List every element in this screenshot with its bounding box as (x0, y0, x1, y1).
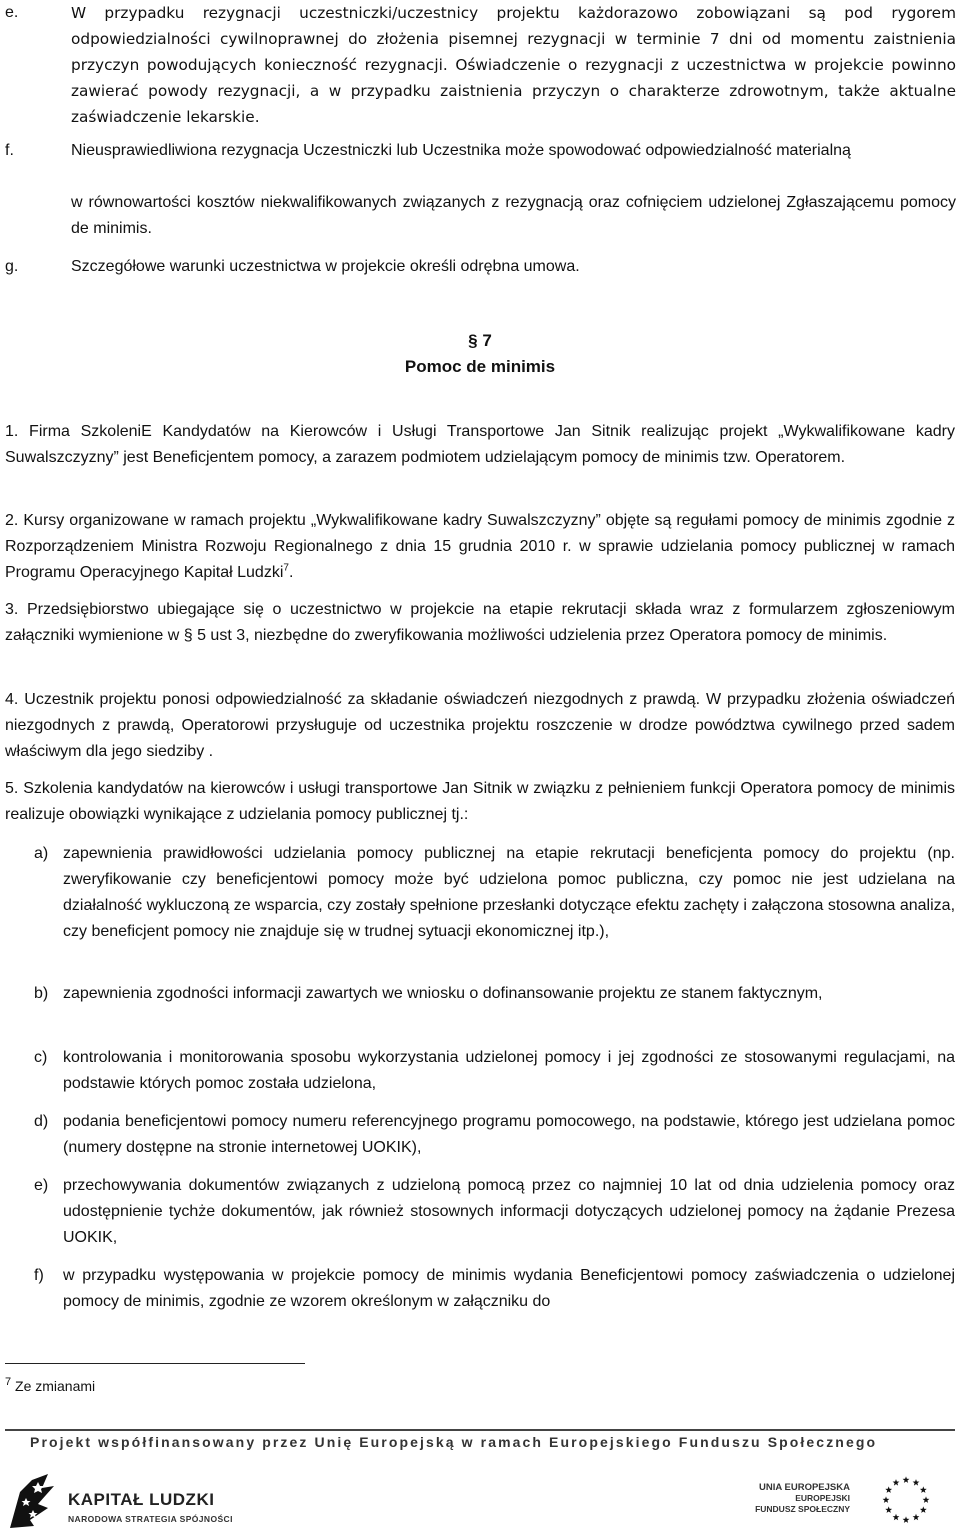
footnote-text: Ze zmianami (15, 1378, 96, 1394)
subitem-a (5, 841, 955, 945)
subitem-d (5, 1109, 955, 1161)
subitem-text: w przypadku występowania w projekcie pomocy de minimis wydania Beneficjentowi pomocy zaświadczenia o udzielonej pomocy de minimis, zgodnie ze wzorem określonym w załączniku do (63, 1267, 955, 1310)
eu-logo-line3: FUNDUSZ SPOŁECZNY (755, 1504, 850, 1514)
subitem-label: c) (34, 1049, 48, 1066)
subitem-text: zapewnienia zgodności informacji zawartych we wniosku o dofinansowanie projektu ze stanem faktycznym, (63, 985, 823, 1002)
list-item-g (0, 254, 956, 280)
footnote (5, 1378, 95, 1394)
footnote-number: 7 (5, 1376, 12, 1388)
paragraph-1: 1. Firma SzkoleniE Kandydatów na Kierowców i Usługi Transportowe Jan Sitnik realizując projekt „Wykwalifikowane kadry Suwalszczyzny” jest Beneficjentem pomocy, a zarazem podmiotem udzielającym pomocy de minimis tzw. Operatorem. (5, 423, 955, 466)
subitem-text: podania beneficjentowi pomocy numeru referencyjnego programu pomocowego, na podstawie, którego jest udzielana pomoc (numery dostępne na stronie internetowej UOKIK), (63, 1113, 955, 1156)
list-label: f. (5, 142, 14, 159)
footer-divider (5, 1429, 955, 1431)
subitem-label: f) (34, 1267, 44, 1284)
subitem-c (5, 1045, 955, 1097)
kapital-ludzki-title: KAPITAŁ LUDZKI (68, 1490, 215, 1509)
subitem-b (5, 981, 955, 1007)
list-item-f (0, 138, 956, 164)
kapital-ludzki-logo (8, 1468, 258, 1534)
subitem-text: przechowywania dokumentów związanych z udzieloną pomocą przez co najmniej 10 lat od dnia udzielenia pomocy oraz udostępnienie tychże dokumentów, jak również stosownych informacji dotyczących udzielonej pomocy na żądanie Prezesa UOKIK, (63, 1177, 955, 1246)
eu-logo-line2: EUROPEJSKI (795, 1493, 850, 1503)
subitem-label: b) (34, 985, 49, 1002)
subitem-text: kontrolowania i monitorowania sposobu wykorzystania udzielonej pomocy i jej zgodności ze stosowanymi regulacjami, na podstawie których pomoc została udzielona, (63, 1049, 955, 1092)
kapital-ludzki-subtitle: NARODOWA STRATEGIA SPÓJNOŚCI (68, 1514, 233, 1524)
subitem-text: zapewnienia prawidłowości udzielania pomocy publicznej na etapie rekrutacji beneficjenta pomocy do projektu (np. zweryfikowanie czy beneficjentowi pomocy może być udzielona pomoc publiczna, czy pomoc nie jest udzielana na działalność wykluczoną ze wsparcia, czy zostały spełnione przesłanki dotyczące efektu zachęty i załączona stosowna analiza, czy beneficjent pomocy nie znajduje się w trudnej sytuacji ekonomicznej itp.), (63, 845, 956, 940)
list-label: g. (5, 258, 19, 275)
paragraph-3: 3. Przedsiębiorstwo ubiegające się o uczestnictwo w projekcie na etapie rekrutacji składa wraz z formularzem zgłoszeniowym załączniki wymienione w § 5 ust 3, niezbędne do zweryfikowania możliwości udzielenia przez Operatora pomocy de minimis. (5, 601, 955, 644)
list-text: Nieusprawiedliwiona rezygnacja Uczestniczki lub Uczestnika może spowodować odpowiedzialność materialną (71, 142, 851, 159)
eu-flag-icon (862, 1470, 950, 1530)
section-title: Pomoc de minimis (404, 357, 556, 376)
footer-banner: Projekt współfinansowany przez Unię Europejską w ramach Europejskiego Funduszu Społecznego (30, 1434, 878, 1450)
list-item-e (0, 0, 956, 130)
subitem-f (5, 1263, 955, 1315)
paragraph-text: 2. Kursy organizowane w ramach projektu „Wykwalifikowane kadry Suwalszczyzny” objęte są regułami pomocy de minimis zgodnie z Rozporządzeniem Ministra Rozwoju Regionalnego z dnia 15 grudnia 2010 r. w sprawie udzielania pomocy publicznej w ramach Programu Operacyjnego Kapitał Ludzki (5, 512, 955, 581)
kapital-ludzki-emblem-icon (8, 1468, 64, 1534)
list-label: e. (5, 4, 19, 21)
paragraph-4: 4. Uczestnik projektu ponosi odpowiedzialność za składanie oświadczeń niezgodnych z prawdą. W przypadku złożenia oświadczeń niezgodnych z prawdą, Operatorowi przysługuje od uczestnika projektu roszczenie w drodze powództwa cywilnego przed sadem właściwym dla jego siedziby . (5, 691, 955, 760)
list-text: W przypadku rezygnacji uczestniczki/uczestnicy projektu każdorazowo zobowiązani są pod rygorem odpowiedzialności cywilnoprawnej do złożenia pisemnej rezygnacji w terminie 7 dni od momentu zaistnienia przyczyn powodujących konieczność rezygnacji. Oświadczenie o rezygnacji z uczestnictwa w projekcie powinno zawierać powody rezygnacji, a w przypadku zaistnienia przyczyn o charakterze zdrowotnym, także aktualne zaświadczenie lekarskie. (71, 4, 956, 126)
subitem-label: d) (34, 1113, 49, 1130)
section-number: § 7 (468, 331, 492, 350)
paragraph-end: . (288, 564, 294, 581)
subitem-label: e) (34, 1177, 49, 1194)
subitem-e (5, 1173, 955, 1251)
paragraph-5: 5. Szkolenia kandydatów na kierowców i usługi transportowe Jan Sitnik w związku z pełnieniem funkcji Operatora pomocy de minimis realizuje obowiązki wynikające z udzielania pomocy publicznej tj.: (5, 780, 955, 823)
eu-logo-line1: UNIA EUROPEJSKA (759, 1482, 850, 1493)
list-text: w równowartości kosztów niekwalifikowanych związanych z rezygnacją oraz cofnięciem udzielonej Zgłaszającemu pomocy de minimis. (71, 194, 956, 237)
paragraph-2 (5, 508, 955, 586)
list-item-f-continued (0, 190, 956, 242)
eu-efs-logo (740, 1468, 955, 1534)
footnote-divider (5, 1363, 305, 1364)
eu-logo-text (740, 1482, 850, 1515)
subitem-label: a) (34, 845, 49, 862)
footnote-ref: 7 (283, 562, 289, 574)
list-text: Szczegółowe warunki uczestnictwa w projekcie określi odrębna umowa. (71, 258, 580, 275)
